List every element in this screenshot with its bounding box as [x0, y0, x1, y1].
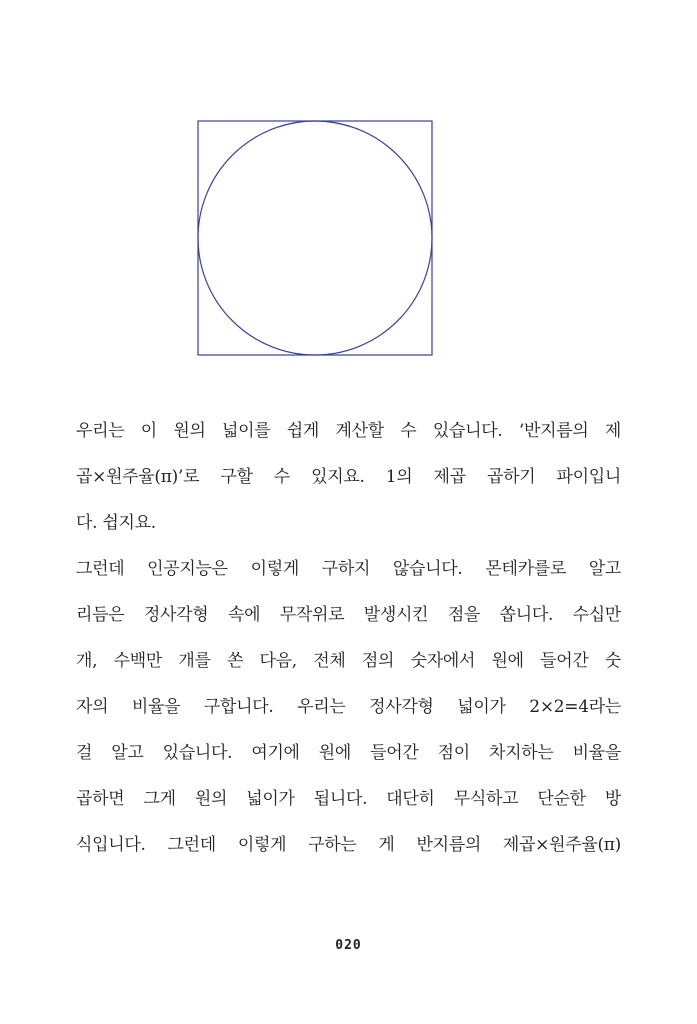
text-line: 곱하면 그게 원의 넓이가 됩니다. 대단히 무식하고 단순한 방 — [76, 789, 621, 809]
text-line: 개, 수백만 개를 쏜 다음, 전체 점의 숫자에서 원에 들어간 숫 — [76, 651, 621, 671]
text-line: 그런데 인공지능은 이렇게 구하지 않습니다. 몬테카를로 알고 — [76, 559, 621, 579]
circle-in-square-figure — [197, 120, 433, 356]
text-line: 걸 알고 있습니다. 여기에 원에 들어간 점이 차지하는 비율을 — [76, 743, 621, 763]
body-text — [76, 408, 621, 868]
text-line: 식입니다. 그런데 이렇게 구하는 게 반지름의 제곱×원주율(π) — [76, 835, 621, 855]
text-line: 다. 쉽지요. — [76, 513, 156, 533]
text-line: 곱×원주율(π)’로 구할 수 있지요. 1의 제곱 곱하기 파이입니 — [76, 467, 621, 487]
circle-shape — [198, 121, 432, 355]
square-shape — [198, 121, 432, 355]
text-line: 우리는 이 원의 넓이를 쉽게 계산할 수 있습니다. ‘반지름의 제 — [76, 421, 621, 441]
text-line: 자의 비율을 구합니다. 우리는 정사각형 넓이가 2×2=4라는 — [76, 697, 621, 717]
page-number: 020 — [335, 938, 362, 953]
text-line: 리듬은 정사각형 속에 무작위로 발생시킨 점을 쏩니다. 수십만 — [76, 605, 621, 625]
figure-svg — [197, 120, 433, 356]
